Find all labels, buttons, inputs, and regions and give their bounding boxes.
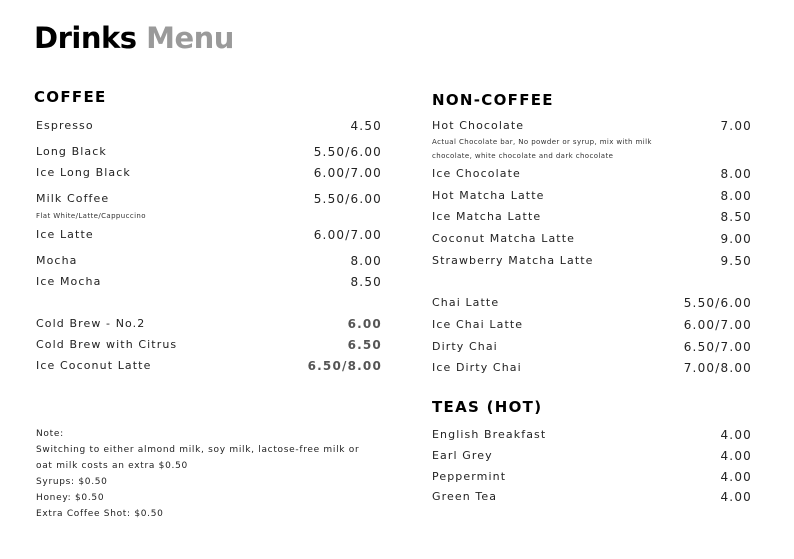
menu-item (432, 208, 752, 226)
item-name: Earl Grey (432, 449, 493, 462)
item-price: 5.50/6.00 (313, 145, 382, 159)
menu-item (432, 187, 752, 205)
item-price: 8.50 (350, 275, 382, 289)
menu-item (432, 447, 752, 465)
non-coffee-heading: NON-COFFEE (432, 91, 554, 109)
menu-item (432, 468, 752, 486)
item-price: 7.00 (720, 119, 752, 133)
item-name: Cold Brew with Citrus (36, 338, 178, 351)
item-note: Actual Chocolate bar, No powder or syrup, mix with milk (432, 138, 652, 146)
item-name: Ice Long Black (36, 166, 131, 179)
item-price: 5.50/6.00 (683, 296, 752, 310)
menu-item (36, 164, 382, 182)
menu-item (432, 165, 752, 183)
item-price: 9.50 (720, 254, 752, 268)
item-name: Ice Latte (36, 228, 94, 241)
item-price: 6.50/8.00 (307, 359, 382, 373)
title-word-drinks: Drinks (34, 21, 137, 55)
item-name: English Breakfast (432, 428, 547, 441)
item-note: chocolate, white chocolate and dark chocolate (432, 152, 614, 160)
menu-title (34, 18, 234, 58)
menu-item (36, 190, 382, 208)
note-label: Note: (36, 429, 64, 439)
item-name: Cold Brew - No.2 (36, 317, 146, 330)
item-price: 8.50 (720, 210, 752, 224)
menu-item (36, 273, 382, 291)
item-name: Ice Matcha Latte (432, 210, 542, 223)
note-line: Syrups: $0.50 (36, 477, 108, 487)
item-price: 5.50/6.00 (313, 192, 382, 206)
menu-note (36, 426, 396, 522)
item-name: Ice Coconut Latte (36, 359, 152, 372)
item-note: Flat White/Latte/Cappuccino (36, 212, 146, 220)
item-price: 8.00 (720, 189, 752, 203)
item-price: 6.50/7.00 (683, 340, 752, 354)
menu-item (432, 294, 752, 312)
item-price: 4.00 (720, 449, 752, 463)
item-name: Long Black (36, 145, 107, 158)
menu-item (432, 426, 752, 444)
menu-item (36, 315, 382, 333)
menu-item (432, 488, 752, 506)
item-name: Espresso (36, 119, 94, 132)
menu-item (36, 143, 382, 161)
item-name: Peppermint (432, 470, 507, 483)
item-name: Hot Matcha Latte (432, 189, 545, 202)
menu-item (432, 230, 752, 248)
item-name: Ice Chocolate (432, 167, 521, 180)
menu-item (36, 336, 382, 354)
title-word-menu: Menu (146, 21, 234, 55)
menu-item (432, 316, 752, 334)
item-price: 6.00 (347, 317, 382, 331)
item-name: Milk Coffee (36, 192, 110, 205)
item-name: Chai Latte (432, 296, 500, 309)
item-price: 4.00 (720, 470, 752, 484)
menu-item (36, 117, 382, 135)
menu-item (36, 252, 382, 270)
item-name: Ice Dirty Chai (432, 361, 522, 374)
item-price: 8.00 (720, 167, 752, 181)
item-name: Coconut Matcha Latte (432, 232, 576, 245)
item-name: Ice Mocha (36, 275, 102, 288)
item-price: 9.00 (720, 232, 752, 246)
menu-item (432, 338, 752, 356)
note-line: Honey: $0.50 (36, 493, 105, 503)
menu-item (36, 226, 382, 244)
item-price: 4.00 (720, 490, 752, 504)
item-price: 8.00 (350, 254, 382, 268)
item-price: 4.00 (720, 428, 752, 442)
item-price: 6.00/7.00 (313, 166, 382, 180)
item-name: Strawberry Matcha Latte (432, 254, 594, 267)
item-price: 6.00/7.00 (313, 228, 382, 242)
menu-item (36, 357, 382, 375)
item-name: Mocha (36, 254, 78, 267)
item-price: 4.50 (350, 119, 382, 133)
item-name: Dirty Chai (432, 340, 498, 353)
menu-item (432, 117, 752, 135)
menu-item (432, 359, 752, 377)
teas-heading: TEAS (HOT) (432, 398, 543, 416)
item-price: 6.50 (347, 338, 382, 352)
note-line: Switching to either almond milk, soy milk, lactose-free milk or (36, 445, 360, 455)
item-price: 7.00/8.00 (683, 361, 752, 375)
item-name: Ice Chai Latte (432, 318, 524, 331)
item-name: Hot Chocolate (432, 119, 525, 132)
coffee-heading: COFFEE (34, 88, 107, 106)
item-price: 6.00/7.00 (683, 318, 752, 332)
note-line: oat milk costs an extra $0.50 (36, 461, 188, 471)
item-name: Green Tea (432, 490, 498, 503)
note-line: Extra Coffee Shot: $0.50 (36, 509, 164, 519)
menu-item (432, 252, 752, 270)
